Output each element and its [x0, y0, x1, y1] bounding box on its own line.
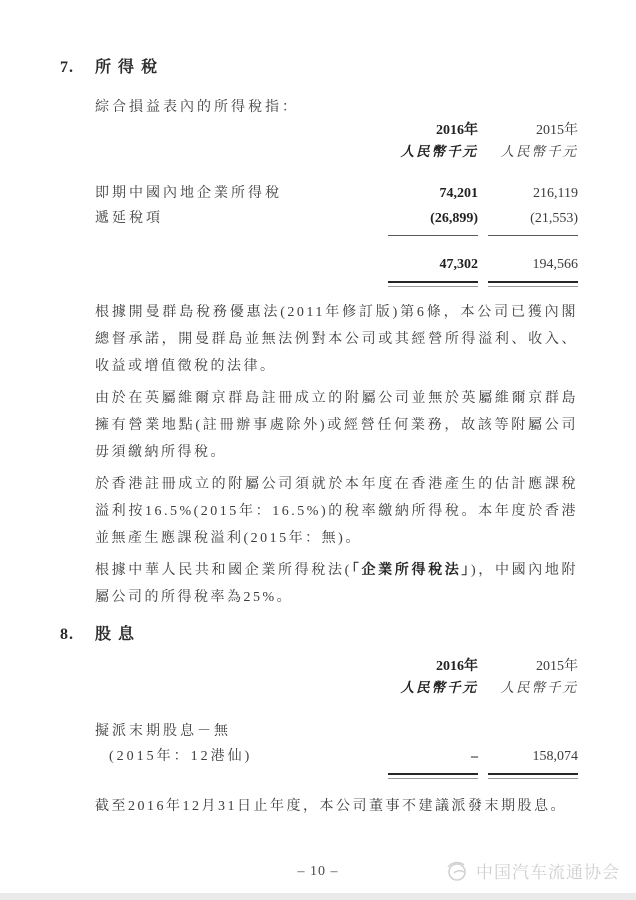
year-2015-header: 2015年: [536, 659, 578, 674]
table-row: [95, 206, 578, 236]
double-rule-2015: [488, 773, 578, 779]
section-income-tax: [60, 58, 578, 611]
table-row: [95, 181, 578, 206]
paragraph-prc: [95, 557, 578, 611]
table-unit-header-row: [95, 677, 578, 699]
paragraph-hongkong: 於香港註冊成立的附屬公司須就於本年度在香港產生的估計應課稅溢利按16.5%(2015年：16.5%)的稅率繳納所得稅。本年度於香港並無產生應課稅溢利(2015年：無)。: [95, 477, 578, 546]
section7-title: 所得稅: [95, 59, 165, 76]
section7-number: 7.: [60, 59, 74, 76]
page-number: – 10 –: [297, 864, 339, 879]
double-rule-2015: [488, 281, 578, 287]
watermark-text: 中国汽车流通协会: [476, 863, 620, 882]
year-2015-header: 2015年: [536, 123, 578, 138]
total-value-2016: 47,302: [439, 257, 478, 272]
cada-logo-icon: [445, 859, 471, 883]
row-value-2016: 74,201: [439, 186, 478, 201]
watermark: [445, 858, 620, 883]
double-rule-2016: [388, 281, 478, 287]
unit-2015-header: 人民幣千元: [500, 144, 578, 159]
paragraph-prc-pre: 根據中華人民共和國企業所得稅法(: [95, 563, 352, 578]
table-year-header-row: [95, 121, 578, 141]
row-value-2016: –: [471, 749, 478, 764]
dividend-label-line2: (2015年：12港仙): [109, 749, 253, 764]
table-spacer: [95, 699, 578, 719]
row-label: [95, 719, 388, 769]
row-value-2016: (26,899): [388, 206, 478, 236]
section8-heading: [60, 625, 578, 645]
total-double-rule: [95, 773, 578, 779]
table-row: [95, 719, 578, 769]
table-total-row: [95, 252, 578, 277]
row-value-2015: (21,553): [488, 206, 578, 236]
year-2016-header: 2016年: [436, 659, 478, 674]
paragraph-prc-term: 「企業所得稅法」: [351, 563, 471, 578]
total-double-rule: [95, 281, 578, 287]
income-tax-table: [95, 121, 578, 287]
paragraph-prc-post: )，中國內地附屬公司的所得稅率為25%。: [95, 563, 578, 605]
page-content: [60, 58, 578, 820]
paragraph-bvi: 由於在英屬維爾京群島註冊成立的附屬公司並無於英屬維爾京群島擁有營業地點(註冊辦事處除外)或經營任何業務，故該等附屬公司毋須繳納所得稅。: [95, 391, 578, 460]
paragraph-cayman: 根據開曼群島稅務優惠法(2011年修訂版)第6條，本公司已獲內閣總督承諾，開曼群島並無法例對本公司或其經營所得溢利、收入、收益或增值徵稅的法律。: [95, 305, 578, 374]
double-rule-2016: [388, 773, 478, 779]
dividend-label-line1: 擬派末期股息－無: [95, 724, 231, 739]
row-label: 遞延稅項: [95, 211, 163, 226]
paragraph-dividend-closing: 截至2016年12月31日止年度，本公司董事不建議派發末期股息。: [95, 799, 567, 814]
dividends-table: [95, 657, 578, 779]
section8-number: 8.: [60, 626, 74, 643]
table-year-header-row: [95, 657, 578, 677]
year-2016-header: 2016年: [436, 123, 478, 138]
row-label: 即期中國內地企業所得稅: [95, 186, 282, 201]
row-value-2015: 158,074: [532, 749, 578, 764]
total-value-2015: 194,566: [532, 257, 578, 272]
table-spacer: [95, 163, 578, 181]
section7-heading: [60, 58, 578, 78]
unit-2016-header: 人民幣千元: [400, 680, 478, 695]
unit-2016-header: 人民幣千元: [400, 144, 478, 159]
table-unit-header-row: [95, 141, 578, 163]
row-value-2015: 216,119: [533, 186, 578, 201]
unit-2015-header: 人民幣千元: [500, 680, 578, 695]
section8-title: 股息: [95, 626, 142, 643]
section-dividends: [60, 625, 578, 820]
scan-edge-band: [0, 893, 636, 900]
section7-intro: 綜合損益表內的所得稅指：: [95, 100, 299, 115]
